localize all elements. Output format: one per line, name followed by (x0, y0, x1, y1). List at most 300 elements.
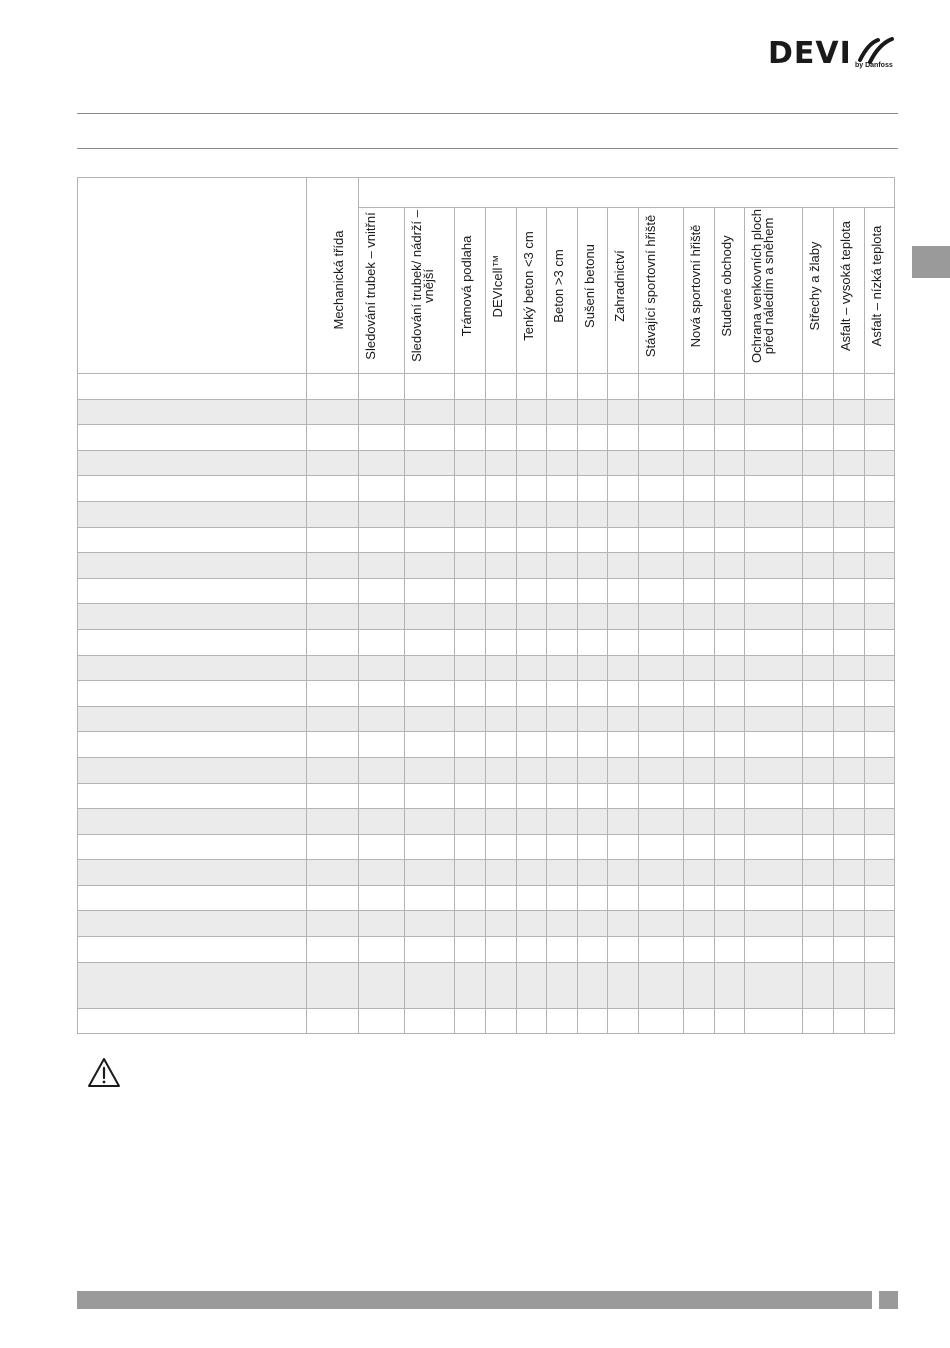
table-cell (307, 578, 359, 604)
table-cell (455, 809, 486, 835)
table-cell (639, 604, 684, 630)
table-cell (639, 655, 684, 681)
table-cell (405, 681, 455, 707)
table-cell (455, 681, 486, 707)
table-cell (715, 809, 745, 835)
table-cell (359, 655, 405, 681)
table-cell (547, 604, 578, 630)
table-cell (834, 604, 865, 630)
table-cell (639, 757, 684, 783)
table-cell (834, 732, 865, 758)
table-cell (517, 450, 547, 476)
table-cell (803, 604, 834, 630)
table-cell (715, 732, 745, 758)
table-cell (715, 937, 745, 963)
table-cell (865, 501, 895, 527)
table-cell (865, 553, 895, 579)
table-cell (547, 732, 578, 758)
table-cell (359, 578, 405, 604)
table-cell (405, 937, 455, 963)
devi-logo-icon (856, 36, 896, 64)
table-cell (455, 399, 486, 425)
table-cell (803, 706, 834, 732)
table-row (78, 860, 895, 886)
table-row (78, 885, 895, 911)
table-cell (486, 809, 517, 835)
table-cell (715, 425, 745, 451)
table-cell (486, 604, 517, 630)
table-cell (455, 911, 486, 937)
table-cell (307, 476, 359, 502)
table-cell (803, 578, 834, 604)
table-cell (715, 476, 745, 502)
table-cell (803, 757, 834, 783)
table-row (78, 962, 895, 1008)
table-cell (803, 911, 834, 937)
table-cell (715, 706, 745, 732)
footer-page-box (879, 1291, 898, 1309)
table-cell (547, 399, 578, 425)
table-cell (359, 834, 405, 860)
table-cell (455, 834, 486, 860)
table-cell (639, 732, 684, 758)
table-cell (578, 425, 608, 451)
table-cell (684, 604, 715, 630)
table-cell (547, 962, 578, 1008)
table-cell (547, 885, 578, 911)
table-row (78, 809, 895, 835)
table-cell (517, 937, 547, 963)
table-cell (608, 681, 639, 707)
table-cell (715, 450, 745, 476)
table-cell (803, 374, 834, 400)
table-cell (517, 578, 547, 604)
table-cell (359, 732, 405, 758)
table-cell (865, 757, 895, 783)
table-cell (578, 911, 608, 937)
table-cell (455, 450, 486, 476)
table-cell (547, 834, 578, 860)
table-cell (307, 655, 359, 681)
table-cell (307, 374, 359, 400)
table-cell (405, 757, 455, 783)
table-cell (307, 425, 359, 451)
table-cell (547, 757, 578, 783)
table-cell (486, 681, 517, 707)
table-cell (834, 1008, 865, 1034)
table-row (78, 476, 895, 502)
table-cell (455, 604, 486, 630)
table-cell (684, 1008, 715, 1034)
table-cell (834, 885, 865, 911)
table-cell (715, 501, 745, 527)
table-cell (578, 578, 608, 604)
column-header: Ochrana venkovních ploch před náledím a sněhem (745, 208, 803, 374)
table-cell (486, 757, 517, 783)
table-cell (405, 962, 455, 1008)
table-cell (405, 706, 455, 732)
table-cell (547, 476, 578, 502)
row-label-cell (78, 578, 307, 604)
table-cell (517, 425, 547, 451)
table-cell (359, 911, 405, 937)
table-cell (359, 962, 405, 1008)
table-cell (834, 501, 865, 527)
table-cell (405, 450, 455, 476)
table-cell (359, 757, 405, 783)
table-cell (608, 399, 639, 425)
table-cell (803, 655, 834, 681)
table-row (78, 425, 895, 451)
table-row (78, 1008, 895, 1034)
row-label-cell (78, 681, 307, 707)
application-table (77, 177, 895, 1034)
table-cell (307, 834, 359, 860)
table-cell (865, 962, 895, 1008)
table-cell (803, 962, 834, 1008)
table-cell (359, 399, 405, 425)
table-cell (517, 706, 547, 732)
table-cell (578, 783, 608, 809)
table-cell (865, 937, 895, 963)
table-cell (517, 1008, 547, 1034)
row-label-cell (78, 425, 307, 451)
table-cell (865, 527, 895, 553)
table-cell (803, 783, 834, 809)
table-cell (745, 629, 803, 655)
table-row (78, 937, 895, 963)
brand-name: DEVI (768, 36, 852, 71)
table-cell (803, 527, 834, 553)
table-cell (359, 501, 405, 527)
table-cell (639, 834, 684, 860)
table-cell (639, 578, 684, 604)
row-label-cell (78, 757, 307, 783)
table-cell (455, 553, 486, 579)
table-cell (486, 962, 517, 1008)
table-cell (745, 757, 803, 783)
table-cell (578, 476, 608, 502)
table-cell (865, 783, 895, 809)
row-label-cell (78, 374, 307, 400)
table-cell (715, 885, 745, 911)
table-cell (405, 501, 455, 527)
table-cell (405, 476, 455, 502)
table-cell (715, 834, 745, 860)
table-cell (745, 860, 803, 886)
table-cell (639, 911, 684, 937)
table-cell (307, 809, 359, 835)
table-cell (639, 962, 684, 1008)
table-cell (834, 757, 865, 783)
table-cell (547, 553, 578, 579)
table-cell (608, 783, 639, 809)
table-row (78, 834, 895, 860)
table-cell (359, 450, 405, 476)
table-cell (517, 399, 547, 425)
row-label-cell (78, 450, 307, 476)
table-cell (307, 732, 359, 758)
table-cell (684, 860, 715, 886)
table-cell (517, 732, 547, 758)
table-cell (684, 834, 715, 860)
table-cell (865, 425, 895, 451)
table-cell (405, 425, 455, 451)
table-cell (608, 655, 639, 681)
table-cell (684, 553, 715, 579)
table-row (78, 374, 895, 400)
table-cell (486, 629, 517, 655)
table-cell (455, 860, 486, 886)
table-cell (486, 450, 517, 476)
table-cell (405, 374, 455, 400)
table-cell (578, 962, 608, 1008)
table-cell (834, 809, 865, 835)
table-cell (684, 937, 715, 963)
table-cell (715, 578, 745, 604)
table-cell (684, 450, 715, 476)
table-cell (608, 604, 639, 630)
table-cell (307, 527, 359, 553)
table-cell (307, 962, 359, 1008)
table-cell (865, 911, 895, 937)
table-cell (745, 655, 803, 681)
table-cell (405, 553, 455, 579)
table-cell (745, 578, 803, 604)
table-cell (715, 604, 745, 630)
table-cell (803, 937, 834, 963)
table-cell (745, 732, 803, 758)
table-cell (608, 885, 639, 911)
table-cell (517, 911, 547, 937)
table-cell (745, 937, 803, 963)
table-cell (517, 885, 547, 911)
table-cell (865, 629, 895, 655)
table-cell (608, 1008, 639, 1034)
table-cell (455, 578, 486, 604)
table-cell (486, 783, 517, 809)
table-cell (865, 809, 895, 835)
table-cell (684, 501, 715, 527)
section-tab (912, 246, 950, 278)
table-cell (608, 860, 639, 886)
table-cell (639, 809, 684, 835)
table-cell (405, 655, 455, 681)
table-cell (745, 809, 803, 835)
table-cell (715, 911, 745, 937)
table-cell (578, 1008, 608, 1034)
table-cell (359, 553, 405, 579)
table-row (78, 578, 895, 604)
table-cell (834, 374, 865, 400)
table-cell (455, 885, 486, 911)
table-cell (834, 476, 865, 502)
row-label-cell (78, 885, 307, 911)
table-cell (865, 681, 895, 707)
table-cell (359, 1008, 405, 1034)
row-label-cell (78, 860, 307, 886)
table-cell (803, 425, 834, 451)
table-cell (486, 399, 517, 425)
table-cell (608, 553, 639, 579)
table-cell (803, 629, 834, 655)
table-cell (486, 374, 517, 400)
row-label-cell (78, 629, 307, 655)
table-cell (486, 706, 517, 732)
table-cell (307, 553, 359, 579)
table-cell (834, 834, 865, 860)
table-cell (547, 629, 578, 655)
row-label-cell (78, 553, 307, 579)
table-cell (834, 962, 865, 1008)
table-cell (865, 578, 895, 604)
table-cell (547, 809, 578, 835)
table-cell (547, 1008, 578, 1034)
table-cell (307, 604, 359, 630)
header-rule-top (77, 113, 898, 114)
table-cell (834, 399, 865, 425)
table-cell (455, 937, 486, 963)
table-cell (547, 655, 578, 681)
table-cell (608, 501, 639, 527)
row-label-cell (78, 809, 307, 835)
table-cell (639, 860, 684, 886)
table-cell (307, 911, 359, 937)
row-label-cell (78, 527, 307, 553)
table-cell (865, 655, 895, 681)
table-cell (608, 629, 639, 655)
table-cell (486, 937, 517, 963)
table-cell (517, 860, 547, 886)
table-cell (608, 527, 639, 553)
table-cell (517, 527, 547, 553)
table-cell (517, 553, 547, 579)
table-row (78, 399, 895, 425)
table-cell (517, 374, 547, 400)
table-cell (865, 604, 895, 630)
row-label-cell (78, 962, 307, 1008)
table-cell (486, 860, 517, 886)
table-cell (547, 937, 578, 963)
table-cell (578, 553, 608, 579)
table-row (78, 757, 895, 783)
table-cell (359, 425, 405, 451)
row-label-cell (78, 911, 307, 937)
table-cell (578, 757, 608, 783)
table-cell (578, 681, 608, 707)
table-cell (608, 374, 639, 400)
column-header: Stávající sportovní hřiště (639, 208, 684, 374)
table-cell (715, 553, 745, 579)
row-label-cell (78, 834, 307, 860)
table-cell (547, 527, 578, 553)
table-cell (639, 527, 684, 553)
table-cell (745, 374, 803, 400)
column-header: Sledování trubek/ nádrží – vnější (405, 208, 455, 374)
table-cell (684, 399, 715, 425)
table-cell (405, 527, 455, 553)
table-cell (486, 501, 517, 527)
table-cell (745, 962, 803, 1008)
table-cell (517, 604, 547, 630)
column-header: Trámová podlaha (455, 208, 486, 374)
table-cell (517, 962, 547, 1008)
table-row (78, 706, 895, 732)
row-label-cell (78, 501, 307, 527)
table-cell (684, 681, 715, 707)
row-label-cell (78, 604, 307, 630)
table-cell (639, 399, 684, 425)
table-cell (684, 374, 715, 400)
table-cell (639, 450, 684, 476)
table-cell (803, 501, 834, 527)
table-cell (608, 834, 639, 860)
table-cell (834, 553, 865, 579)
table-cell (455, 425, 486, 451)
table-cell (639, 553, 684, 579)
table-cell (865, 1008, 895, 1034)
table-cell (803, 553, 834, 579)
table-cell (517, 681, 547, 707)
table-cell (486, 732, 517, 758)
table-cell (715, 655, 745, 681)
table-cell (803, 885, 834, 911)
table-cell (865, 885, 895, 911)
table-cell (405, 885, 455, 911)
table-cell (405, 834, 455, 860)
table-cell (547, 681, 578, 707)
table-cell (517, 834, 547, 860)
table-cell (547, 860, 578, 886)
column-header: Beton >3 cm (547, 208, 578, 374)
table-cell (684, 706, 715, 732)
table-cell (359, 374, 405, 400)
table-cell (715, 374, 745, 400)
warning-triangle-icon (86, 1056, 122, 1090)
table-cell (639, 425, 684, 451)
table-cell (359, 604, 405, 630)
table-cell (455, 527, 486, 553)
table-cell (608, 450, 639, 476)
table-cell (307, 783, 359, 809)
table-cell (359, 527, 405, 553)
table-cell (865, 450, 895, 476)
table-cell (578, 501, 608, 527)
table-cell (547, 706, 578, 732)
table-cell (803, 476, 834, 502)
table-cell (517, 501, 547, 527)
table-cell (307, 757, 359, 783)
column-header: DEVIcell™ (486, 208, 517, 374)
column-header: Zahradnictví (608, 208, 639, 374)
table-cell (684, 629, 715, 655)
table-cell (578, 629, 608, 655)
table-cell (608, 732, 639, 758)
table-cell (715, 629, 745, 655)
row-label-cell (78, 655, 307, 681)
table-cell (803, 399, 834, 425)
table-cell (608, 476, 639, 502)
table-cell (307, 706, 359, 732)
table-cell (834, 681, 865, 707)
table-cell (639, 476, 684, 502)
table-cell (608, 757, 639, 783)
table-cell (803, 834, 834, 860)
column-header: Asfalt – nízká teplota (865, 208, 895, 374)
table-cell (517, 783, 547, 809)
table-cell (834, 578, 865, 604)
table-cell (517, 655, 547, 681)
